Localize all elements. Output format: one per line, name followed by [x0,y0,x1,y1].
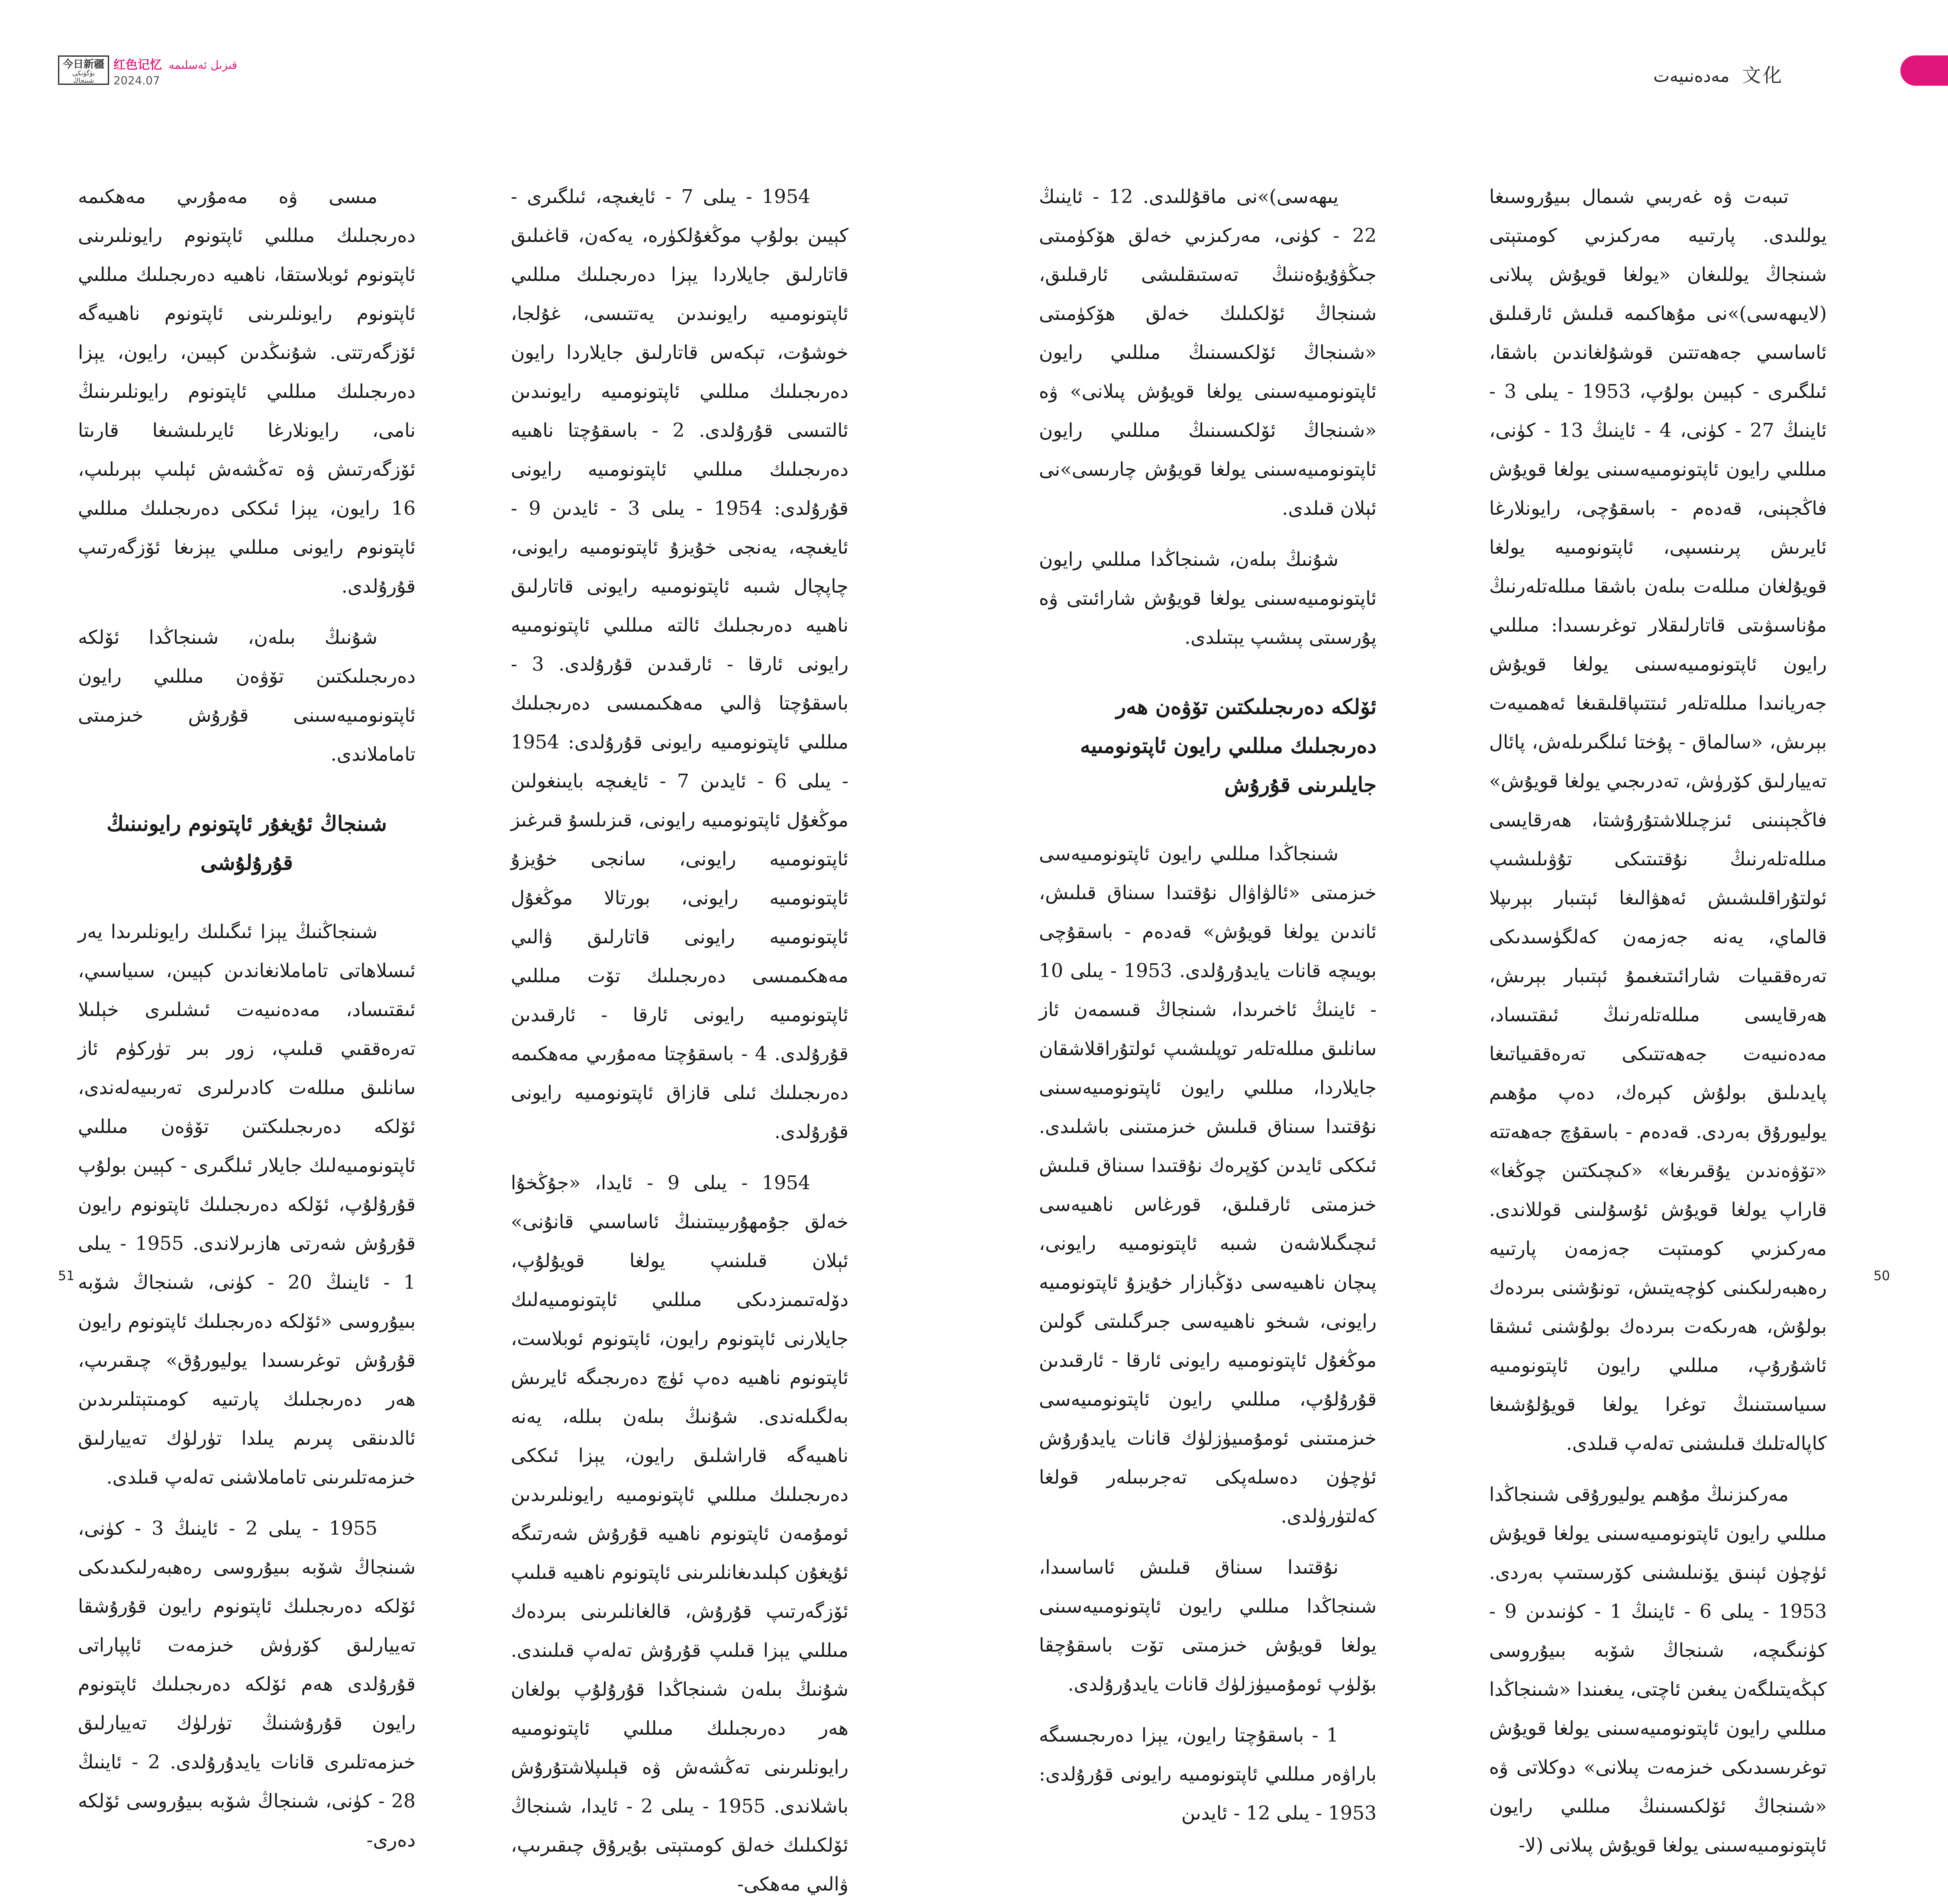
section-accent-tab [1900,55,1948,86]
paragraph: يىھەسى)»نى ماقۇللىدى. 12 - ئاينىڭ 22 - كۈنى، مەركىزىي خەلق ھۆكۈمىتى جىڭۋۇيۇەننىڭ تەستىقلىشى ئارقىلىق، شىنجاڭ ئۆلكىلىك خەلق ھۆكۈمىتى «شىنجاڭ ئۆلكىسىنىڭ مىللىي رايون ئاپتونومىيەسىنى يولغا قويۇش پىلانى» ۋە «شىنجاڭ ئۆلكىسىنىڭ مىللىي رايون ئاپتونومىيەسىنى يولغا قويۇش چارىسى»نى ئېلان قىلدى. [1039,186,1377,520]
page-number-left: 51 [58,1268,75,1284]
section-heading: شىنجاڭ ئۇيغۇر ئاپتونوم رايونىنىڭ قۇرۇلۇشى [106,812,387,875]
magazine-logo [58,55,109,85]
paragraph: شۇنىڭ بىلەن، شىنجاڭدا مىللىي رايون ئاپتونومىيەسىنى يولغا قويۇش شارائىتى ۋە پۇرسىتى پىشىپ يېتىلدى. [1039,549,1377,649]
text-column-2 [1039,177,1377,1824]
column-name-chinese: 红色记忆 [113,58,162,72]
column-name-uyghur: قىزىل ئەسلىمە [168,59,237,72]
magazine-logo-subtitle: بۈگۈنكى شىنجاڭ [72,69,95,84]
paragraph: نۇقتىدا سىناق قىلىش ئاساسىدا، شىنجاڭدا مىللىي رايون ئاپتونومىيەسىنى يولغا قويۇش خىزمىتى تۆت باسقۇچقا بۆلۈپ ئومۇمىيۈزلۈك قانات يايدۇرۇلدى. [1039,1556,1377,1695]
magazine-logo-title: 今日新疆 [63,58,104,70]
paragraph: 1954 - يىلى 9 - ئايدا، «جۇڭخۇا خەلق جۇمھۇرىيىتىنىڭ ئاساسىي قانۇنى» ئېلان قىلىنىپ يولغا قويۇلۇپ، دۆلەتىمىزدىكى مىللىي ئاپتونومىيەلىك جايلارنى ئاپتونوم رايون، ئاپتونوم ئوبلاست، ئاپتونوم ناھىيە دەپ ئۈچ دەرىجىگە ئايرىش بەلگىلەندى. شۇنىڭ بىلەن بىللە، يەنە ناھىيەگە قاراشلىق رايون، يېزا ئىككى دەرىجىلىك مىللىي ئاپتونومىيە رايونلىرىدىن ئومۇمەن ئاپتونوم ناھىيە قۇرۇش شەرتىگە ئۇيغۇن كېلىدىغانلىرىنى ئاپتونوم ناھىيە قىلىپ ئۆزگەرتىپ قۇرۇش، قالغانلىرىنى بىردەك مىللىي يېزا قىلىپ قۇرۇش تەلەپ قىلىندى. شۇنىڭ بىلەن شىنجاڭدا قۇرۇلۇپ بولغان ھەر دەرىجىلىك مىللىي ئاپتونومىيە رايونلىرىنى تەڭشەش ۋە قېلىپلاشتۇرۇش باشلاندى. 1955 - يىلى 2 - ئايدا، شىنجاڭ ئۆلكىلىك خەلق كومىتېتى بۇيرۇق چىقىرىپ، ۋالىي مەھكى- [511,1172,848,1895]
section-title-uyghur: مەدەنىيەت [1653,66,1730,86]
text-column-4 [78,177,416,1851]
page-number-right: 50 [1873,1268,1890,1284]
paragraph: تىبەت ۋە غەربىي شىمال بىيۇروسىغا يوللىدى. پارتىيە مەركىزىي كومىتېتى شىنجاڭ يوللىغان «يولغا قويۇش پىلانى (لايىھەسى)»نى مۇھاكىمە قىلىش ئارقىلىق ئاساسىي جەھەتتىن قوشۇلغاندىن باشقا، ئىلگىرى - كېيىن بولۇپ، 1953 - يىلى 3 - ئاينىڭ 27 - كۈنى، 4 - ئاينىڭ 13 - كۈنى، مىللىي رايون ئاپتونومىيەسىنى يولغا قويۇش فاڭجېنى، قەدەم - باسقۇچى، رايونلارغا ئايرىش پرىنسىپى، ئاپتونومىيە يولغا قويۇلغان مىللەت بىلەن باشقا مىللەتلەرنىڭ مۇناسىۋىتى قاتارلىقلار توغرىسىدا: مىللىي رايون ئاپتونومىيەسىنى يولغا قويۇش جەريانىدا مىللەتلەر ئىتتىپاقلىقىغا ئەھمىيەت بېرىش، «سالماق - پۇختا ئىلگىرىلەش، پائال تەييارلىق كۆرۈش، تەدرىجىي يولغا قويۇش» فاڭجېنىنى ئىزچىللاشتۇرۇشتا، ھەرقايسى مىللەتلەرنىڭ نۇقتىتىكى تۇۋىلىشىپ ئولتۇراقلىشىش ئەھۋالىغا ئېتىبار بېرىپلا قالماي، يەنە جەزمەن كەلگۈسىدىكى تەرەققىيات شارائىتىغىمۇ ئېتىبار بېرىش، ھەرقايسى مىللەتلەرنىڭ ئىقتىساد، مەدەنىيەت جەھەتتىكى تەرەققىياتىغا پايدىلىق بولۇش كېرەك، دەپ مۇھىم يوليورۇق بەردى. قەدەم - باسقۇچ جەھەتتە «تۆۋەندىن يۇقىرىغا» «كىچىكتىن چوڭغا» قاراپ يولغا قويۇش ئۇسۇلىنى قوللاندى. مەركىزىي كومىتېت جەزمەن پارتىيە رەھبەرلىكىنى كۈچەيتىش، تونۇشنى بىردەك بولۇش، ھەرىكەت بىردەك بولۇشنى ئىشقا ئاشۇرۇپ، مىللىي رايون ئاپتونومىيە سىياسىتىنىڭ توغرا يولغا قويۇلۇشىغا كاپالەتلىك قىلىشنى تەلەپ قىلدى. [1489,186,1827,1455]
paragraph: 1955 - يىلى 2 - ئاينىڭ 3 - كۈنى، شىنجاڭ شۆبە بىيۇروسى رەھبەرلىكىدىكى ئۆلكە دەرىجىلىك ئاپتونوم رايون قۇرۇشقا تەييارلىق كۆرۈش خىزمەت ئاپپاراتى قۇرۇلدى ھەم ئۆلكە دەرىجىلىك ئاپتونوم رايون قۇرۇشنىڭ تۈرلۈك تەييارلىق خىزمەتلىرى قانات يايدۇرۇلدى. 2 - ئاينىڭ 28 - كۈنى، شىنجاڭ شۆبە بىيۇروسى ئۆلكە دەرى- [78,1517,416,1851]
column-name [113,55,237,73]
paragraph: مىسى ۋە مەمۇرىي مەھكىمە دەرىجىلىك مىللىي ئاپتونوم رايونلىرىنى ئاپتونوم ئوبلاستقا، ناھىيە دەرىجىلىك مىللىي ئاپتونوم رايونلىرىنى ئاپتونوم ناھىيەگە ئۆزگەرتتى. شۇنىڭدىن كېيىن، رايون، يېزا دەرىجىلىك مىللىي ئاپتونوم رايونلىرىنىڭ نامى، رايونلارغا ئايرىلىشىغا قارىتا ئۆزگەرتىش ۋە تەڭشەش ئېلىپ بېرىلىپ، 16 رايون، يېزا ئىككى دەرىجىلىك مىللىي ئاپتونوم رايونى مىللىي يېزىغا ئۆزگەرتىپ قۇرۇلدى. [78,186,416,597]
issue-date: 2024.07 [113,74,160,87]
text-column-3 [511,177,849,1895]
text-column-1 [1489,177,1827,1856]
section-heading: ئۆلكە دەرىجىلىكتىن تۆۋەن ھەر دەرىجىلىك مىللىي رايون ئاپتونومىيە جايلىرىنى قۇرۇش [1080,695,1377,797]
paragraph: 1954 - يىلى 7 - ئايغىچە، ئىلگىرى - كېيىن بولۇپ موڭغۇلكۈرە، يەكەن، قاغىلىق قاتارلىق جايلاردا يېزا دەرىجىلىك مىللىي ئاپتونومىيە رايونىدىن يەتتىسى، غۇلجا، خوشۇت، تېكەس قاتارلىق جايلاردا رايون دەرىجىلىك مىللىي ئاپتونومىيە رايونىدىن ئالتىسى قۇرۇلدى. 2 - باسقۇچتا ناھىيە دەرىجىلىك مىللىي ئاپتونومىيە رايونى قۇرۇلدى: 1954 - يىلى 3 - ئايدىن 9 - ئايغىچە، يەنجى خۇيزۇ ئاپتونومىيە رايونى، چاپچال شىبە ئاپتونومىيە رايونى قاتارلىق ناھىيە دەرىجىلىك ئالتە مىللىي ئاپتونومىيە رايونى ئارقا - ئارقىدىن قۇرۇلدى. 3 - باسقۇچتا ۋالىي مەھكىمىسى دەرىجىلىك مىللىي ئاپتونومىيە رايونى قۇرۇلدى: 1954 - يىلى 6 - ئايدىن 7 - ئايغىچە بايىنغولىن موڭغۇل ئاپتونومىيە رايونى، قىزىلسۇ قىرغىز ئاپتونومىيە رايونى، سانجى خۇيزۇ ئاپتونومىيە رايونى، بورتالا موڭغۇل ئاپتونومىيە رايونى قاتارلىق ۋالىي مەھكىمىسى دەرىجىلىك تۆت مىللىي ئاپتونومىيە رايونى ئارقا - ئارقىدىن قۇرۇلدى. 4 - باسقۇچتا مەمۇرىي مەھكىمە دەرىجىلىك ئىلى قازاق ئاپتونومىيە رايونى قۇرۇلدى. [511,186,849,1143]
paragraph: 1 - باسقۇچتا رايون، يېزا دەرىجىسىگە باراۋەر مىللىي ئاپتونومىيە رايونى قۇرۇلدى: 1953 - يىلى 12 - ئايدىن [1039,1724,1377,1824]
section-title-chinese: 文化 [1742,65,1784,87]
paragraph: مەركىزنىڭ مۇھىم يوليورۇقى شىنجاڭدا مىللىي رايون ئاپتونومىيەسىنى يولغا قويۇش ئۈچۈن ئېنىق يۆنىلىشنى كۆرسىتىپ بەردى. 1953 - يىلى 6 - ئاينىڭ 1 - كۈنىدىن 9 - كۈنىگىچە، شىنجاڭ شۆبە بىيۇروسى كېڭەيتىلگەن يىغىن ئاچتى، يىغىندا «شىنجاڭدا مىللىي رايون ئاپتونومىيەسىنى يولغا قويۇش توغرىسىدىكى خىزمەت پىلانى» دوكلاتى ۋە «شىنجاڭ ئۆلكىسىنىڭ مىللىي رايون ئاپتونومىيەسىنى يولغا قويۇش پىلانى (لا- [1489,1484,1827,1856]
section-title [1653,60,1784,87]
paragraph: شىنجاڭدا مىللىي رايون ئاپتونومىيەسى خىزمىتى «ئالۋاۋال نۇقتىدا سىناق قىلىش، ئاندىن يولغا قويۇش» قەدەم - باسقۇچى بويىچە قانات يايدۇرۇلدى. 1953 - يىلى 10 - ئاينىڭ ئاخىرىدا، شىنجاڭ قىسمەن ئاز سانلىق مىللەتلەر توپلىشىپ ئولتۇراقلاشقان جايلاردا، مىللىي رايون ئاپتونومىيەسىنى نۇقتىدا سىناق قىلىش خىزمىتىنى باشلىدى. ئىككى ئايدىن كۆپرەك نۇقتىدا سىناق قىلىش خىزمىتى ئارقىلىق، قورغاس ناھىيەسى ئىچىگىلاشەن شىبە ئاپتونومىيە رايونى، پىچان ناھىيەسى دۆڭبازار خۇيزۇ ئاپتونومىيە رايونى، شىخو ناھىيەسى جىرگىلىتى گولىن موڭغۇل ئاپتونومىيە رايونى ئارقا - ئارقىدىن قۇرۇلۇپ، مىللىي رايون ئاپتونومىيەسى خىزمىتىنى ئومۇمىيۈزلۈك قانات يايدۇرۇش ئۈچۈن دەسلەپكى تەجرىبىلەر قولغا كەلتۈرۈلدى. [1039,843,1377,1527]
paragraph: شىنجاڭنىڭ يېزا ئىگىلىك رايونلىرىدا يەر ئىسلاھاتى تاماملانغاندىن كېيىن، سىياسىي، ئىقتىساد، مەدەنىيەت ئىشلىرى خېلىلا تەرەققىي قىلىپ، زور بىر تۈركۈم ئاز سانلىق مىللەت كادىرلىرى تەربىيەلەندى، ئۆلكە دەرىجىلىكتىن تۆۋەن مىللىي ئاپتونومىيەلىك جايلار ئىلگىرى - كېيىن بولۇپ قۇرۇلۇپ، ئۆلكە دەرىجىلىك ئاپتونوم رايون قۇرۇش شەرتى ھازىرلاندى. 1955 - يىلى 1 - ئاينىڭ 20 - كۈنى، شىنجاڭ شۆبە بىيۇروسى «ئۆلكە دەرىجىلىك ئاپتونوم رايون قۇرۇش توغرىسىدا يوليورۇق» چىقىرىپ، ھەر دەرىجىلىك پارتىيە كومىتېتلىرىدىن ئالدىنقى پىرىم يىلدا تۈرلۈك تەييارلىق خىزمەتلىرىنى تاماملاشنى تەلەپ قىلدى. [78,921,416,1488]
paragraph: شۇنىڭ بىلەن، شىنجاڭدا ئۆلكە دەرىجىلىكتىن تۆۋەن مىللىي رايون ئاپتونومىيەسىنى قۇرۇش خىزمىتى تاماملاندى. [78,626,416,765]
